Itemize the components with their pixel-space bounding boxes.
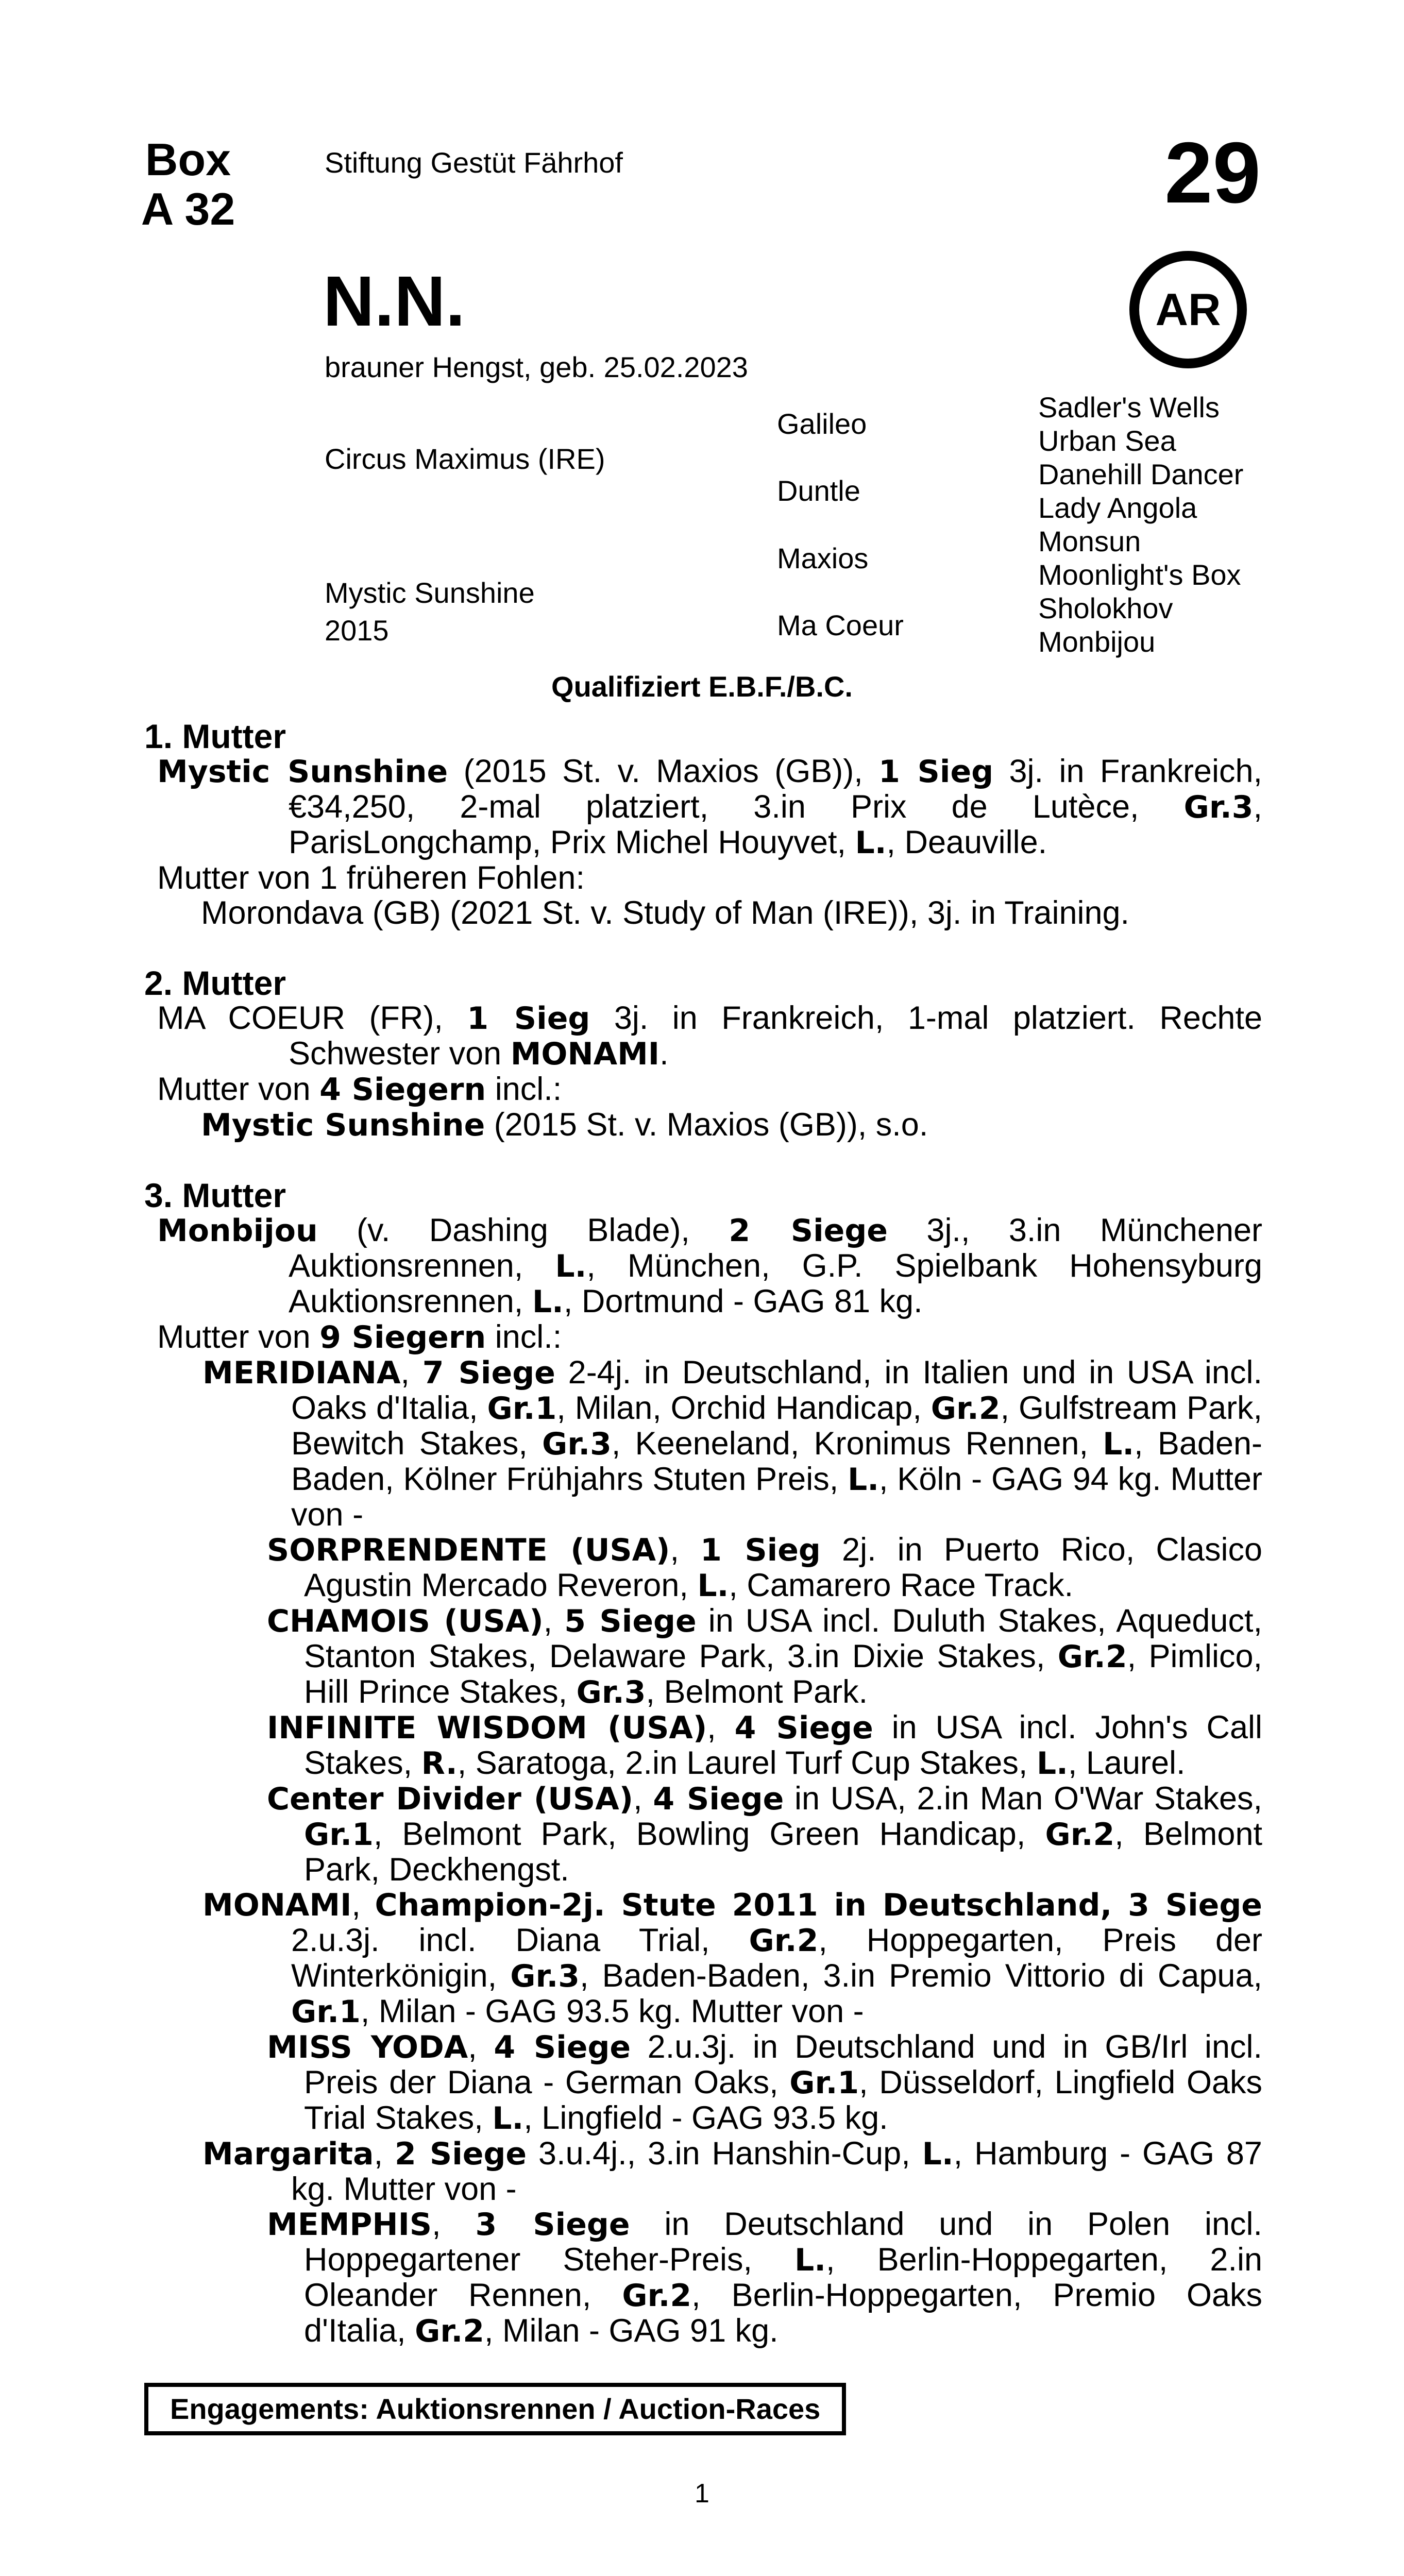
box-label	[116, 135, 260, 234]
lot-number: 29	[1164, 124, 1261, 221]
ggp-7: Sholokhov	[1038, 592, 1173, 624]
produce-memphis: MEMPHIS, 3 Siege in Deutschland und in Polen incl. Hoppegartener Steher-Preis, L., Berlin-Hoppegarten, 2.in Oleander Rennen, Gr.2, Berlin-Hoppegarten, Premio Oaks d'Italia, Gr.2, Milan - GAG 91 kg.	[267, 2206, 1263, 2349]
dam-dam: Ma Coeur	[777, 609, 904, 641]
second-dam-entry: MA COEUR (FR), 1 Sieg 3j. in Frankreich, 1-mal platziert. Rechte Schwester von MONAMI.	[157, 1000, 1262, 1072]
engagements-box: Engagements: Auktionsrennen / Auction-Races	[144, 2383, 846, 2435]
produce-chamois: CHAMOIS (USA), 5 Siege in USA incl. Duluth Stakes, Aqueduct, Stanton Stakes, Delaware Park, 3.in Dixie Stakes, Gr.2, Pimlico, Hill Prince Stakes, Gr.3, Belmont Park.	[267, 1603, 1263, 1710]
produce-margarita: Margarita, 2 Siege 3.u.4j., 3.in Hanshin-Cup, L., Hamburg - GAG 87 kg. Mutter von -	[202, 2136, 1262, 2207]
second-dam-produce: Mystic Sunshine (2015 St. v. Maxios (GB)), s.o.	[201, 1107, 928, 1143]
third-dam-entry: Monbijou (v. Dashing Blade), 2 Siege 3j., 3.in Münchener Auktionsrennen, L., München, G.P. Spielbank Hohensyburg Auktionsrennen, L., Dortmund - GAG 81 kg.	[157, 1212, 1263, 1320]
ggp-2: Urban Sea	[1038, 425, 1176, 457]
dam: Mystic Sunshine	[325, 577, 535, 609]
ggp-6: Moonlight's Box	[1038, 558, 1241, 591]
ggp-1: Sadler's Wells	[1038, 391, 1220, 423]
sire-dam: Duntle	[777, 474, 860, 507]
sire-sire: Galileo	[777, 408, 867, 440]
page-number: 1	[695, 2479, 709, 2509]
ar-badge: AR	[1129, 251, 1247, 368]
produce-sorprendente: SORPRENDENTE (USA), 1 Sieg 2j. in Puerto Rico, Clasico Agustin Mercado Reveron, L., Camarero Race Track.	[267, 1532, 1262, 1604]
sire: Circus Maximus (IRE)	[325, 443, 605, 475]
third-dam-heading: 3. Mutter	[144, 1176, 286, 1214]
second-dam-produce-intro: Mutter von 4 Siegern incl.:	[157, 1071, 562, 1108]
produce-infinite-wisdom: INFINITE WISDOM (USA), 4 Siege in USA incl. John's Call Stakes, R., Saratoga, 2.in Laurel Turf Cup Stakes, L., Laurel.	[267, 1709, 1262, 1782]
first-dam-entry: Mystic Sunshine (2015 St. v. Maxios (GB)), 1 Sieg 3j. in Frankreich, €34,250, 2-mal platziert, 3.in Prix de Lutèce, Gr.3, ParisLongchamp, Prix Michel Houyvet, L., Deauville.	[157, 753, 1262, 861]
family-text	[144, 719, 1262, 2349]
produce-monami: MONAMI, Champion-2j. Stute 2011 in Deutschland, 3 Siege 2.u.3j. incl. Diana Trial, Gr.2, Hoppegarten, Preis der Winterkönigin, Gr.3, Baden-Baden, 3.in Premio Vittorio di Capua, Gr.1, Milan - GAG 93.5 kg. Mutter von -	[202, 1887, 1262, 2030]
box-word: Box	[145, 134, 231, 185]
produce-meridiana: MERIDIANA, 7 Siege 2-4j. in Deutschland, in Italien und in USA incl. Oaks d'Italia, Gr.1, Milan, Orchid Handicap, Gr.2, Gulfstream Park, Bewitch Stakes, Gr.3, Keeneland, Kronimus Rennen, L., Baden-Baden, Kölner Frühjahrs Stuten Preis, L., Köln - GAG 94 kg. Mutter von -	[202, 1354, 1262, 1533]
ggp-4: Lady Angola	[1038, 492, 1197, 524]
dam-year: 2015	[325, 614, 389, 647]
produce-center-divider: Center Divider (USA), 4 Siege in USA, 2.in Man O'War Stakes, Gr.1, Belmont Park, Bowling Green Handicap, Gr.2, Belmont Park, Deckhengst.	[267, 1781, 1262, 1888]
produce-miss-yoda: MISS YODA, 4 Siege 2.u.3j. in Deutschland und in GB/Irl incl. Preis der Diana - German Oaks, Gr.1, Düsseldorf, Lingfield Oaks Trial Stakes, L., Lingfield - GAG 93.5 kg.	[267, 2029, 1262, 2137]
second-dam-heading: 2. Mutter	[144, 964, 286, 1002]
ggp-3: Danehill Dancer	[1038, 458, 1244, 490]
qualification: Qualifiziert E.B.F./B.C.	[551, 670, 853, 703]
first-dam-heading: 1. Mutter	[144, 717, 286, 755]
owner-name: Stiftung Gestüt Fährhof	[325, 146, 623, 179]
horse-name: N.N.	[323, 262, 465, 341]
first-dam-produce-intro: Mutter von 1 früheren Fohlen:	[157, 860, 585, 896]
third-dam-produce-intro: Mutter von 9 Siegern incl.:	[157, 1319, 562, 1355]
ggp-8: Monbijou	[1038, 625, 1156, 658]
horse-description: brauner Hengst, geb. 25.02.2023	[325, 351, 748, 383]
dam-sire: Maxios	[777, 542, 869, 574]
first-dam-produce: Morondava (GB) (2021 St. v. Study of Man (IRE)), 3j. in Training.	[201, 895, 1130, 931]
ggp-5: Monsun	[1038, 525, 1141, 557]
box-number: A 32	[141, 183, 235, 234]
